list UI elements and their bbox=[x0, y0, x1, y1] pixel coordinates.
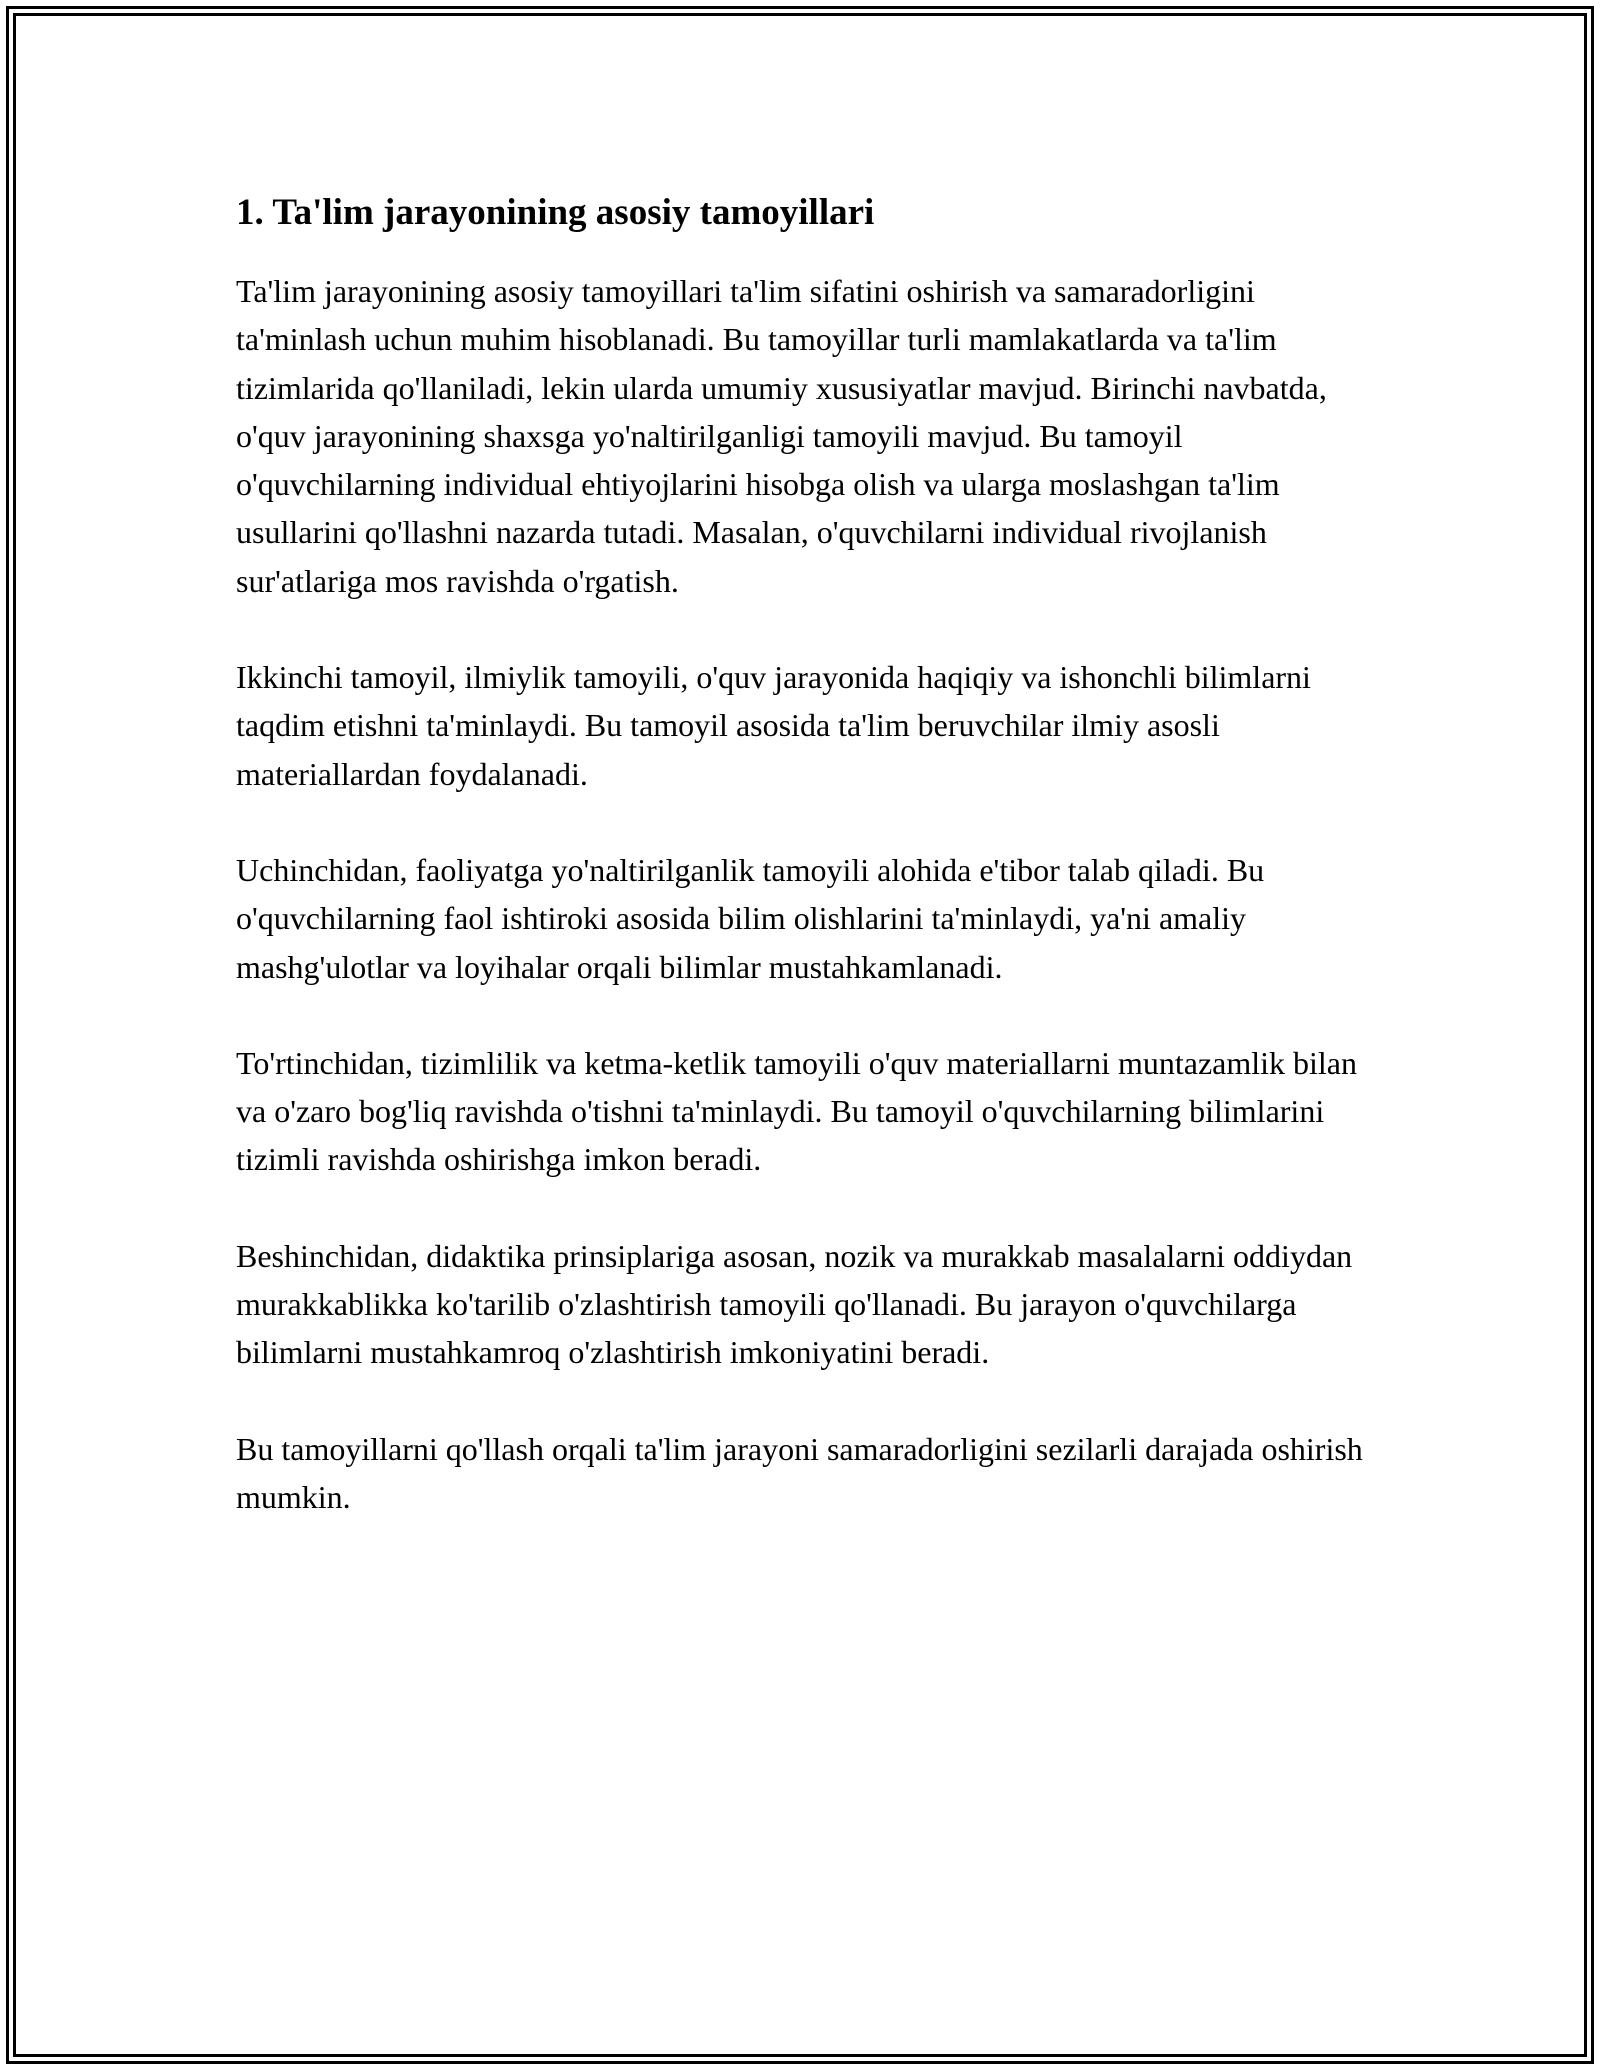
paragraph-intro: Ta'lim jarayonining asosiy tamoyillari ta'lim sifatini oshirish va samaradorligini ta'minlash uchun muhim hisoblanadi. Bu tamoyillar turli mamlakatlarda va ta'lim tizimlarida qo'llaniladi, lekin ularda umumiy xususiyatlar mavjud. Birinchi navbatda, o'quv jarayonining shaxsga yo'naltirilganligi tamoyili mavjud. Bu tamoyil o'quvchilarning individual ehtiyojlarini hisobga olish va ularga moslashgan ta'lim usullarini qo'llashni nazarda tutadi. Masalan, o'quvchilarni individual rivojlanish sur'atlariga mos ravishda o'rgatish. bbox=[236, 273, 1327, 599]
paragraph-third-principle: Uchinchidan, faoliyatga yo'naltirilganlik tamoyili alohida e'tibor talab qiladi. Bu o'quvchilarning faol ishtiroki asosida bilim olishlarini ta'minlaydi, ya'ni amaliy mashg'ulotlar va loyihalar orqali bilimlar mustahkamlanadi. bbox=[236, 851, 1265, 985]
paragraph-conclusion: Bu tamoyillarni qo'llash orqali ta'lim jarayoni samaradorligini sezilarli darajada oshirish mumkin. bbox=[236, 1430, 1363, 1515]
paragraph-fifth-principle: Beshinchidan, didaktika prinsiplariga asosan, nozik va murakkab masalalarni oddiydan murakkablikka ko'tarilib o'zlashtirish tamoyili qo'llanadi. Bu jarayon o'quvchilarga bilimlarni mustahkamroq o'zlashtirish imkoniyatini beradi. bbox=[236, 1237, 1353, 1371]
document-title: 1. Ta'lim jarayonining asosiy tamoyillari bbox=[236, 192, 875, 233]
paragraph-fourth-principle: To'rtinchidan, tizimlilik va ketma-ketlik tamoyili o'quv materiallarni muntazamlik bilan va o'zaro bog'liq ravishda o'tishni ta'minlaydi. Bu tamoyil o'quvchilarning bilimlarini tizimli ravishda oshirishga imkon beradi. bbox=[236, 1044, 1357, 1178]
document-body bbox=[236, 185, 1386, 1569]
paragraph-second-principle: Ikkinchi tamoyil, ilmiylik tamoyili, o'quv jarayonida haqiqiy va ishonchli bilimlarni taqdim etishni ta'minlaydi. Bu tamoyil asosida ta'lim beruvchilar ilmiy asosli materiallardan foydalanadi. bbox=[236, 659, 1311, 792]
